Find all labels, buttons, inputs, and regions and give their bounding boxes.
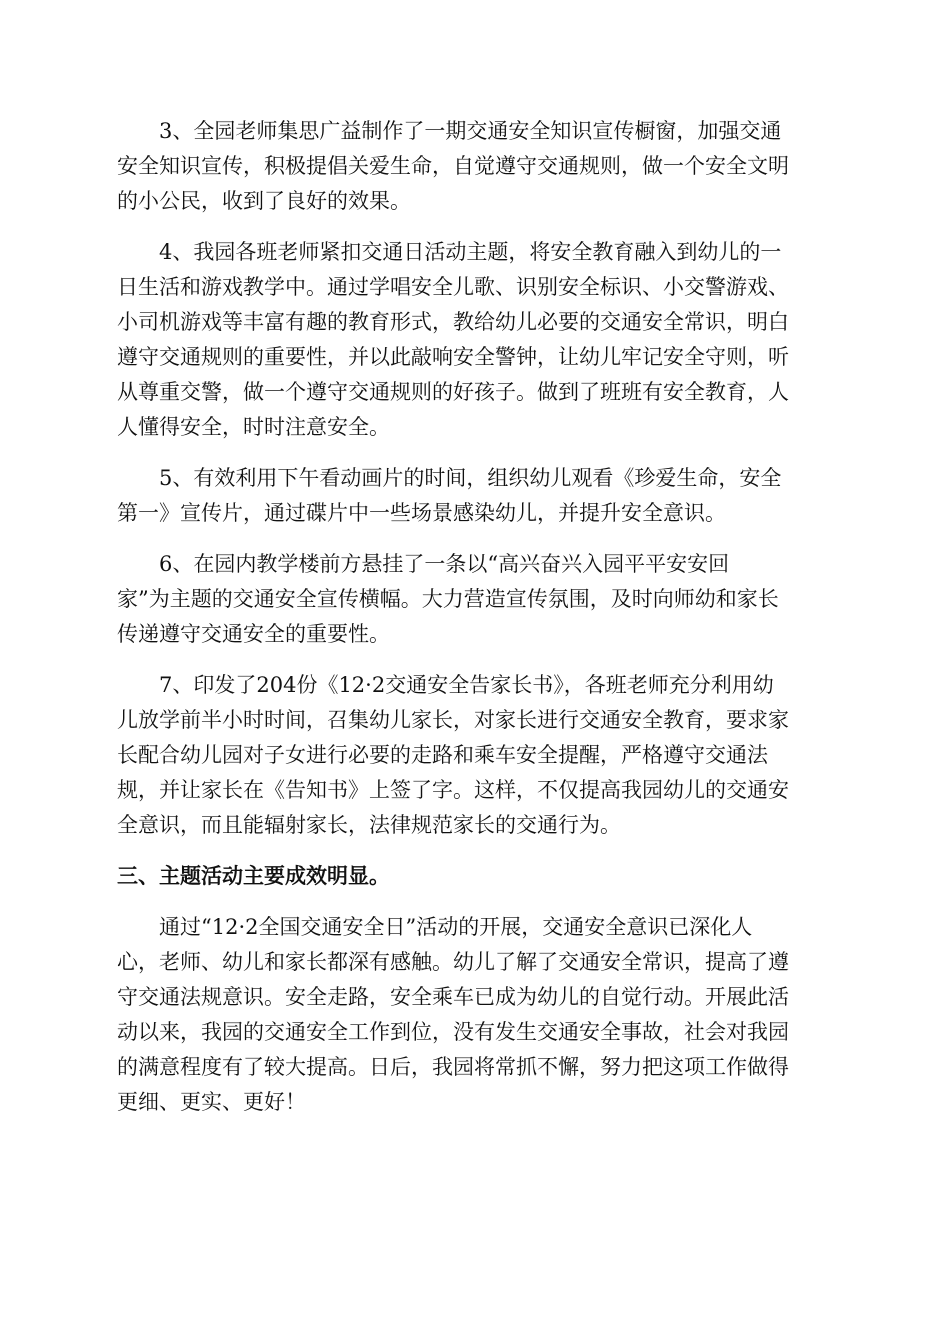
text-line: 家”为主题的交通安全宣传横幅。大力营造宣传氛围，及时向师幼和家长 (117, 587, 779, 611)
text-line: 心，老师、幼儿和家长都深有感触。幼儿了解了交通安全常识，提高了遵 (117, 950, 789, 974)
paragraph-item-7 (117, 668, 833, 843)
text-line: 日生活和游戏教学中。通过学唱安全儿歌、识别安全标识、小交警游戏、 (117, 275, 789, 299)
text-line: 更细、更实、更好！ (117, 1090, 306, 1114)
text-line: 5、有效利用下午看动画片的时间，组织幼儿观看《珍爱生命，安全 (159, 466, 782, 490)
text-line: 从尊重交警，做一个遵守交通规则的好孩子。做到了班班有安全教育，人 (117, 380, 789, 404)
text-line: 规，并让家长在《告知书》上签了字。这样，不仅提高我园幼儿的交通安 (117, 778, 789, 802)
text-line: 的小公民，收到了良好的效果。 (117, 189, 411, 213)
text-line: 儿放学前半小时时间，召集幼儿家长，对家长进行交通安全教育，要求家 (117, 708, 789, 732)
section-heading-text: 三、主题活动主要成效明显。 (117, 864, 390, 888)
text-line: 第一》宣传片，通过碟片中一些场景感染幼儿，并提升安全意识。 (117, 501, 726, 525)
text-line: 传递遵守交通安全的重要性。 (117, 622, 390, 646)
text-line: 人懂得安全，时时注意安全。 (117, 415, 390, 439)
text-line: 全意识，而且能辐射家长，法律规范家长的交通行为。 (117, 813, 621, 837)
section-heading (117, 859, 833, 894)
paragraph-item-5 (117, 461, 833, 531)
text-line: 的满意程度有了较大提高。日后，我园将常抓不懈，努力把这项工作做得 (117, 1055, 789, 1079)
paragraph-item-6 (117, 547, 833, 652)
text-line: 6、在园内教学楼前方悬挂了一条以“高兴奋兴入园平平安安回 (159, 552, 730, 576)
document-page (117, 114, 833, 1136)
text-line: 动以来，我园的交通安全工作到位，没有发生交通安全事故，社会对我园 (117, 1020, 789, 1044)
text-line: 小司机游戏等丰富有趣的教育形式，教给幼儿必要的交通安全常识，明白 (117, 310, 789, 334)
closing-paragraph (117, 910, 833, 1120)
paragraph-item-4 (117, 235, 833, 445)
text-line: 3、全园老师集思广益制作了一期交通安全知识宣传橱窗，加强交通 (159, 119, 782, 143)
text-line: 7、印发了204份《12·2交通安全告家长书》，各班老师充分利用幼 (159, 673, 774, 697)
text-line: 4、我园各班老师紧扣交通日活动主题，将安全教育融入到幼儿的一 (159, 240, 782, 264)
text-line: 守交通法规意识。安全走路，安全乘车已成为幼儿的自觉行动。开展此活 (117, 985, 789, 1009)
text-line: 遵守交通规则的重要性，并以此敲响安全警钟，让幼儿牢记安全守则，听 (117, 345, 789, 369)
paragraph-item-3 (117, 114, 833, 219)
text-line: 通过“12·2全国交通安全日”活动的开展，交通安全意识已深化人 (159, 915, 753, 939)
text-line: 安全知识宣传，积极提倡关爱生命，自觉遵守交通规则，做一个安全文明 (117, 154, 789, 178)
text-line: 长配合幼儿园对子女进行必要的走路和乘车安全提醒，严格遵守交通法 (117, 743, 768, 767)
